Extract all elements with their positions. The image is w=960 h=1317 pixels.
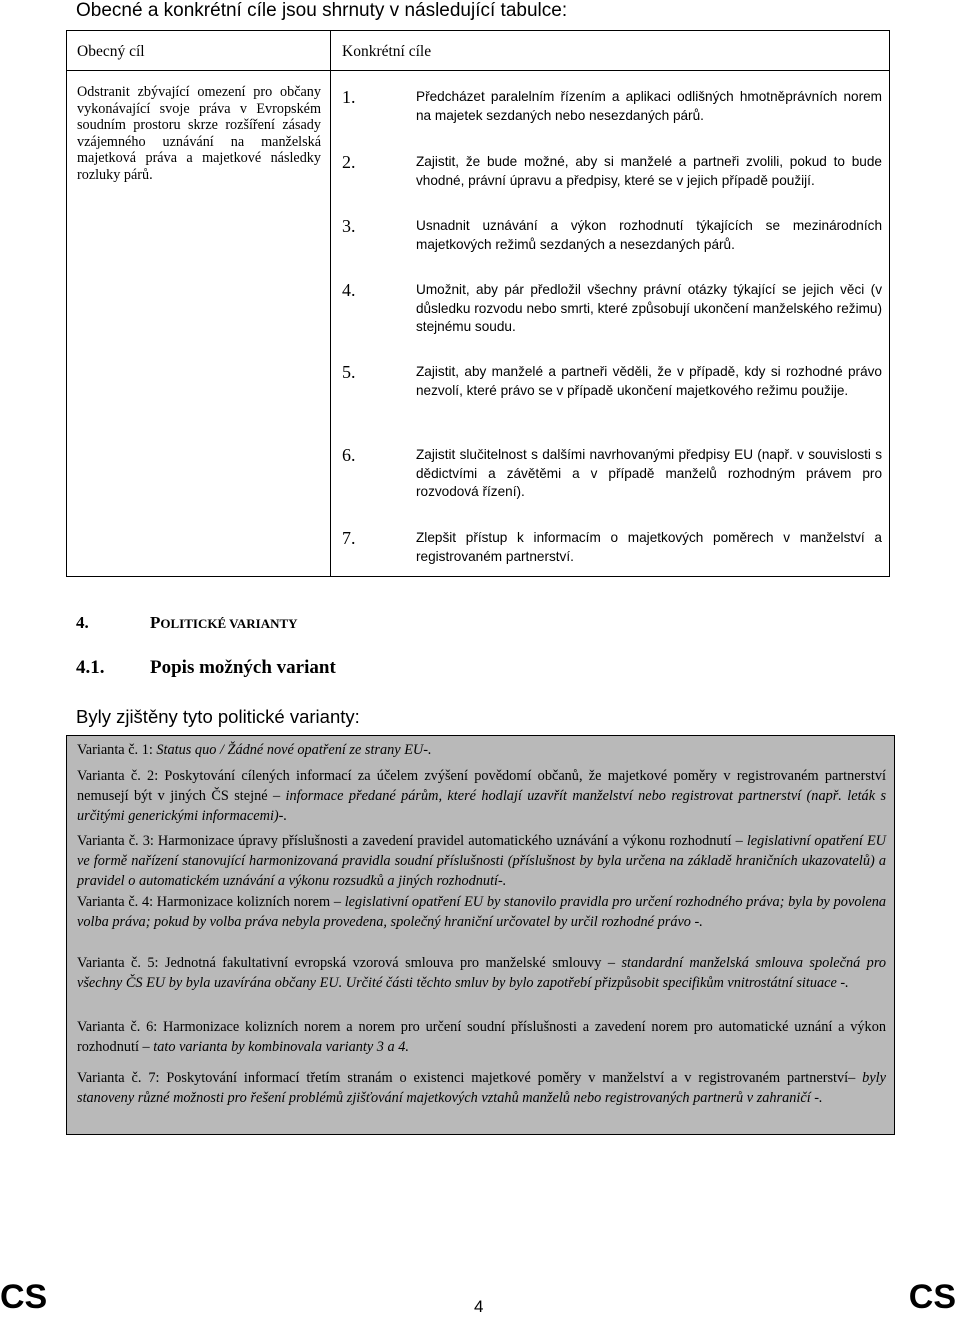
variant-label: Varianta č. 6: — [77, 1019, 164, 1035]
variant-item — [77, 893, 886, 933]
header-general-goal: Obecný cíl — [77, 43, 145, 60]
variant-text: Harmonizace kolizních norem — [156, 894, 331, 910]
footer-language-code-left: CS — [0, 1278, 48, 1316]
table-header-divider — [67, 70, 889, 71]
variant-dash: – — [601, 955, 622, 971]
variant-text: Harmonizace kolizních norem a norem pro určení soudní příslušnosti a zavedení norem pro automatické uznání a výkon rozhodnutí — [77, 1019, 886, 1055]
variants-intro: Byly zjištěny tyto politické varianty: — [76, 706, 360, 727]
objective-item — [342, 529, 882, 566]
variant-dash: – — [330, 894, 345, 910]
objective-text: Zlepšit přístup k informacím o majetkových poměrech v manželství a registrovaném partnerství. — [416, 530, 882, 564]
variant-label: Varianta č. 1: — [77, 742, 157, 758]
variant-item — [77, 767, 886, 826]
objective-item — [342, 88, 882, 125]
variants-box — [66, 735, 895, 1135]
objective-item — [342, 217, 882, 254]
variant-text: Harmonizace úpravy příslušnosti a zavedení pravidel automatického uznávání a výkonu rozhodnutí — [157, 833, 732, 849]
objective-text: Zajistit, aby manželé a partneři věděli, že v případě, kdy si rozhodné právo nezvolí, které právo se v případě ukončení majetkového režimu použije. — [416, 364, 882, 398]
variant-note: informace předané párům, které hodlají uzavřít manželství nebo registrovat partnerství (např. leták s určitými generickými informacemi)-. — [77, 787, 887, 824]
variant-dash: – — [267, 787, 286, 804]
variant-item — [77, 741, 886, 761]
objective-text: Zajistit, že bude možné, aby si manželé a partneři zvolili, pokud to bude vhodné, právní úpravu a předpisy, které se v jejich případě použijí. — [416, 154, 882, 188]
intro-text: Obecné a konkrétní cíle jsou shrnuty v následující tabulce: — [76, 0, 568, 21]
section-heading — [76, 613, 298, 633]
objective-number: 4. — [342, 280, 356, 300]
objective-number: 1. — [342, 87, 356, 107]
objective-item — [342, 446, 882, 502]
variant-note: Status quo / Žádné nové opatření ze strany EU-. — [156, 742, 432, 758]
variant-item — [77, 1069, 886, 1109]
variant-label: Varianta č. 7: — [77, 1070, 167, 1086]
subsection-title: Popis možných variant — [150, 657, 336, 678]
variant-label: Varianta č. 4: — [77, 894, 157, 910]
footer-language-code-right: CS — [908, 1278, 956, 1316]
variant-text: Poskytování cílených informací za účelem zvýšení povědomí občanů, že majetkové poměry v registrovaném partnerství nemusejí být v jiných ČS stejné — [77, 768, 886, 804]
objective-number: 2. — [342, 152, 356, 172]
variant-item — [77, 954, 886, 994]
variant-note: standardní manželská smlouva společná pro všechny ČS EU by byla uzavírána občany EU. Určité části těchto smluv by bylo zapotřebí přizpůsobit specifikům vnitrostátní situace -. — [77, 955, 887, 991]
variant-item — [77, 832, 886, 891]
variant-text: Poskytování informací třetím stranám o existenci majetkové poměry v manželství a v registrovaném partnerství — [166, 1070, 849, 1086]
variant-text: Jednotná fakultativní evropská vzorová smlouva pro manželské smlouvy — [164, 955, 602, 971]
variant-label: Varianta č. 2: — [77, 768, 165, 784]
objective-text: Předcházet paralelním řízením a aplikaci odlišných hmotněprávních norem na majetek sezdaných nebo nesezdaných párů. — [416, 89, 882, 123]
objective-number: 6. — [342, 445, 356, 465]
header-specific-goals: Konkrétní cíle — [342, 43, 432, 60]
objective-number: 5. — [342, 362, 356, 382]
variant-dash: – — [138, 1038, 154, 1055]
variant-note: tato varianta by kombinovala varianty 3 a 4. — [153, 1038, 409, 1055]
variant-dash: – — [731, 833, 747, 849]
subsection-number: 4.1. — [76, 657, 105, 678]
variant-note: legislativní opatření EU by stanovilo pravidla pro určení rozhodného práva; byla by povolena volba práva; pokud by volba práva nebyla provedena, společný hraniční určovatel by určil rozhodné právo -. — [77, 894, 886, 930]
objective-number: 3. — [342, 216, 356, 236]
objective-text: Usnadnit uznávání a výkon rozhodnutí týkajících se mezinárodních majetkových režimů sezdaných a nesezdaných párů. — [416, 218, 882, 252]
objective-text: Umožnit, aby pár předložil všechny právní otázky týkající se jejich věci (v důsledku rozvodu nebo smrti, které způsobují ukončení manželského režimu) stejnému soudu. — [416, 282, 882, 334]
subsection-heading — [76, 657, 336, 679]
objective-item — [342, 363, 882, 400]
objective-text: Zajistit slučitelnost s dalšími navrhovanými předpisy EU (např. v souvislosti s dědictvími a závětěmi a v případě manželů rozhodným právem pro rozvodová řízení). — [416, 447, 882, 499]
variant-dash: – — [848, 1070, 863, 1086]
objectives-table — [66, 30, 890, 577]
section-number: 4. — [76, 613, 89, 632]
objective-item — [342, 153, 882, 190]
table-column-divider — [330, 31, 331, 576]
section-title-rest: OLITICKÉ VARIANTY — [160, 616, 298, 631]
variant-label: Varianta č. 5: — [77, 955, 165, 971]
variant-item — [77, 1018, 886, 1058]
objective-item — [342, 281, 882, 337]
page-number: 4 — [474, 1297, 484, 1316]
variant-note: byly stanoveny různé možnosti pro řešení problémů zjišťování majetkových vztahů manželů nebo registrovaných partnerů v zahraničí -. — [77, 1070, 886, 1106]
variant-note: legislativní opatření EU ve formě nařízení stanovující harmonizovaná pravidla soudní příslušnosti (příslušnost by byla určena na základě hraničních ukazovatelů) a pravidel o automatickém uznávání a výkonu rozsudků a jiných rozhodnutí-. — [77, 833, 887, 889]
section-title-initial: P — [150, 613, 161, 632]
variant-label: Varianta č. 3: — [77, 833, 158, 849]
objective-number: 7. — [342, 528, 356, 548]
general-goal-text: Odstranit zbývající omezení pro občany vykonávající svoje práva v Evropském soudním prostoru skrze rozšíření zásady vzájemného uznávání na manželská majetková práva a majetkové následky rozluky párů. — [77, 84, 321, 183]
